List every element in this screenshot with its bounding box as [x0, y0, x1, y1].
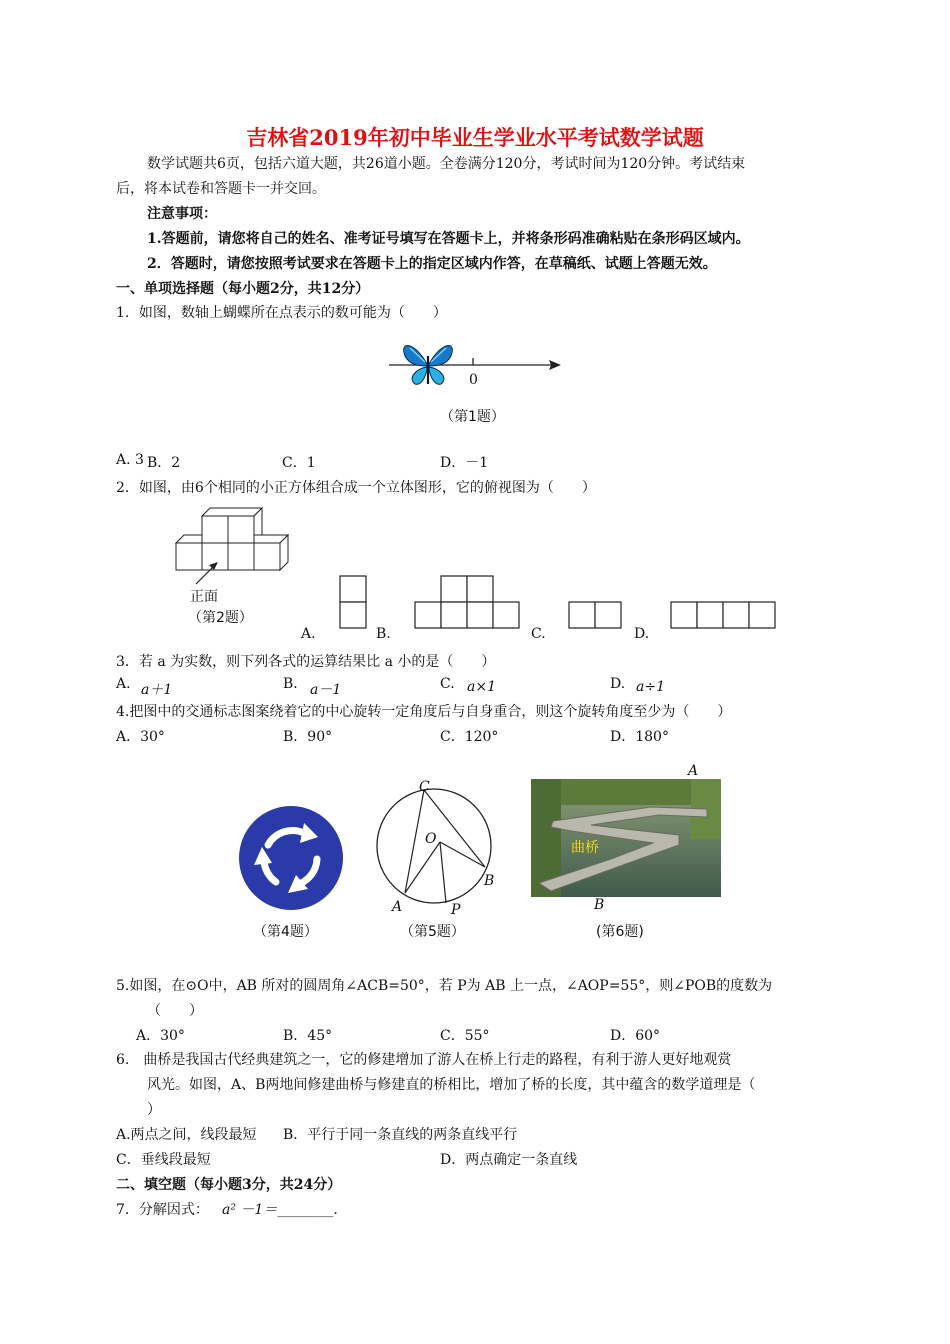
q3-stem: 3．若 a 为实数，则下列各式的运算结果比 a 小的是（ ） — [116, 654, 496, 670]
q5-caption: （第5题） — [400, 924, 465, 940]
q3-option-b-expr: a－1 — [310, 682, 342, 698]
q2-option-a-label[interactable]: A. — [301, 626, 316, 642]
q2-front-label: 正面 — [190, 589, 218, 605]
q6-caption: (第6题) — [596, 924, 644, 940]
q6-line-3: ） — [147, 1102, 161, 1118]
q1-option-a[interactable]: A. 3 — [116, 452, 144, 468]
q6-label-b: B — [594, 897, 605, 913]
q3-option-d-label[interactable]: D. — [610, 676, 626, 692]
q2-option-b-label[interactable]: B. — [376, 626, 391, 642]
q5-label-o: O — [425, 831, 437, 847]
q7-stem: 7．分解因式： — [116, 1202, 209, 1218]
q5-paren: （ ） — [147, 1003, 203, 1019]
q6-option-c[interactable]: C．垂线段最短 — [116, 1152, 211, 1168]
q3-option-d-expr: a÷1 — [636, 679, 665, 695]
q5-option-d[interactable]: D．60° — [610, 1028, 661, 1044]
page-title: 吉林省2019年初中毕业生学业水平考试数学试题 — [246, 125, 704, 150]
notice-heading: 注意事项： — [147, 206, 217, 222]
q1-stem: 1．如图，数轴上蝴蝶所在点表示的数可能为（ ） — [116, 305, 447, 321]
q5-label-b: B — [484, 873, 495, 889]
q2-caption: （第2题） — [188, 610, 253, 626]
q3-option-a-expr: a＋1 — [141, 682, 173, 698]
q2-stem: 2．如图，由6个相同的小正方体组合成一个立体图形，它的俯视图为（ ） — [116, 480, 596, 496]
q5-stem: 5.如图，在⊙O中，AB 所对的圆周角∠ACB=50°，若 P为 AB 上一点，∠AOP=55°，则∠POB的度数为 — [116, 978, 773, 994]
q2-option-a-view[interactable] — [338, 574, 368, 630]
section-1-heading: 一、单项选择题（每小题2分，共12分） — [116, 281, 370, 297]
q5-option-a[interactable]: A．30° — [136, 1028, 185, 1044]
q4-option-b[interactable]: B．90° — [283, 729, 333, 745]
q4-caption: （第4题） — [253, 924, 318, 940]
q7-expr[interactable]: a² －1＝________. — [222, 1202, 338, 1218]
q6-bridge-text: 曲桥 — [571, 840, 599, 856]
q5-label-a: A — [392, 899, 403, 915]
q6-line-1: 6. 曲桥是我国古代经典建筑之一，它的修建增加了游人在桥上行走的路程，有利于游人更好地观赏 — [116, 1052, 732, 1068]
q1-caption: （第1题） — [440, 409, 505, 425]
q1-option-d[interactable]: D．－1 — [440, 455, 489, 471]
q2-option-c-label[interactable]: C. — [531, 626, 546, 642]
q6-line-2: 风光。如图，A、B两地间修建曲桥与修建直的桥相比，增加了桥的长度，其中蕴含的数学道理是（ — [147, 1077, 756, 1093]
notice-item-2: 2．答题时，请您按照考试要求在答题卡上的指定区域内作答，在草稿纸、试题上答题无效。 — [147, 256, 717, 272]
cube-stack-figure — [172, 508, 296, 592]
q3-option-c-label[interactable]: C. — [440, 676, 455, 692]
q6-option-a[interactable]: A.两点之间，线段最短 — [116, 1127, 257, 1143]
q3-option-b-label[interactable]: B. — [283, 676, 298, 692]
q6-option-d[interactable]: D．两点确定一条直线 — [440, 1152, 578, 1168]
q1-option-b[interactable]: B．2 — [147, 455, 181, 471]
q6-option-b[interactable]: B．平行于同一条直线的两条直线平行 — [283, 1127, 518, 1143]
q3-option-c-expr: a×1 — [467, 679, 496, 695]
notice-item-1: 1.答题前，请您将自己的姓名、准考证号填写在答题卡上，并将条形码准确粘贴在条形码区域内。 — [147, 231, 750, 247]
q2-option-c-view[interactable] — [567, 600, 625, 630]
section-2-heading: 二、填空题（每小题3分，共24分） — [116, 1177, 342, 1193]
q4-option-a[interactable]: A．30° — [116, 729, 165, 745]
q5-label-p: P — [451, 902, 461, 918]
q4-stem: 4.把图中的交通标志图案绕着它的中心旋转一定角度后与自身重合，则这个旋转角度至少为（ ） — [116, 704, 732, 720]
bridge-photo — [531, 779, 721, 897]
q4-option-c[interactable]: C．120° — [440, 729, 499, 745]
q1-option-c[interactable]: C．1 — [282, 455, 316, 471]
intro-line-1: 数学试题共6页，包括六道大题，共26道小题。全卷满分120分，考试时间为120分钟。考试结束 — [147, 156, 746, 172]
q5-option-c[interactable]: C．55° — [440, 1028, 490, 1044]
q3-option-a-label[interactable]: A. — [116, 676, 131, 692]
q5-label-c: C — [419, 779, 430, 795]
q5-option-b[interactable]: B．45° — [283, 1028, 333, 1044]
q2-option-b-view[interactable] — [413, 574, 523, 630]
q2-option-d-view[interactable] — [669, 600, 779, 630]
q4-option-d[interactable]: D．180° — [610, 729, 669, 745]
roundabout-sign-icon — [238, 805, 344, 911]
q6-label-a: A — [688, 763, 699, 779]
intro-line-2: 后，将本试卷和答题卡一并交回。 — [116, 181, 326, 197]
q2-option-d-label[interactable]: D. — [634, 626, 650, 642]
q1-zero-label: 0 — [469, 372, 478, 388]
